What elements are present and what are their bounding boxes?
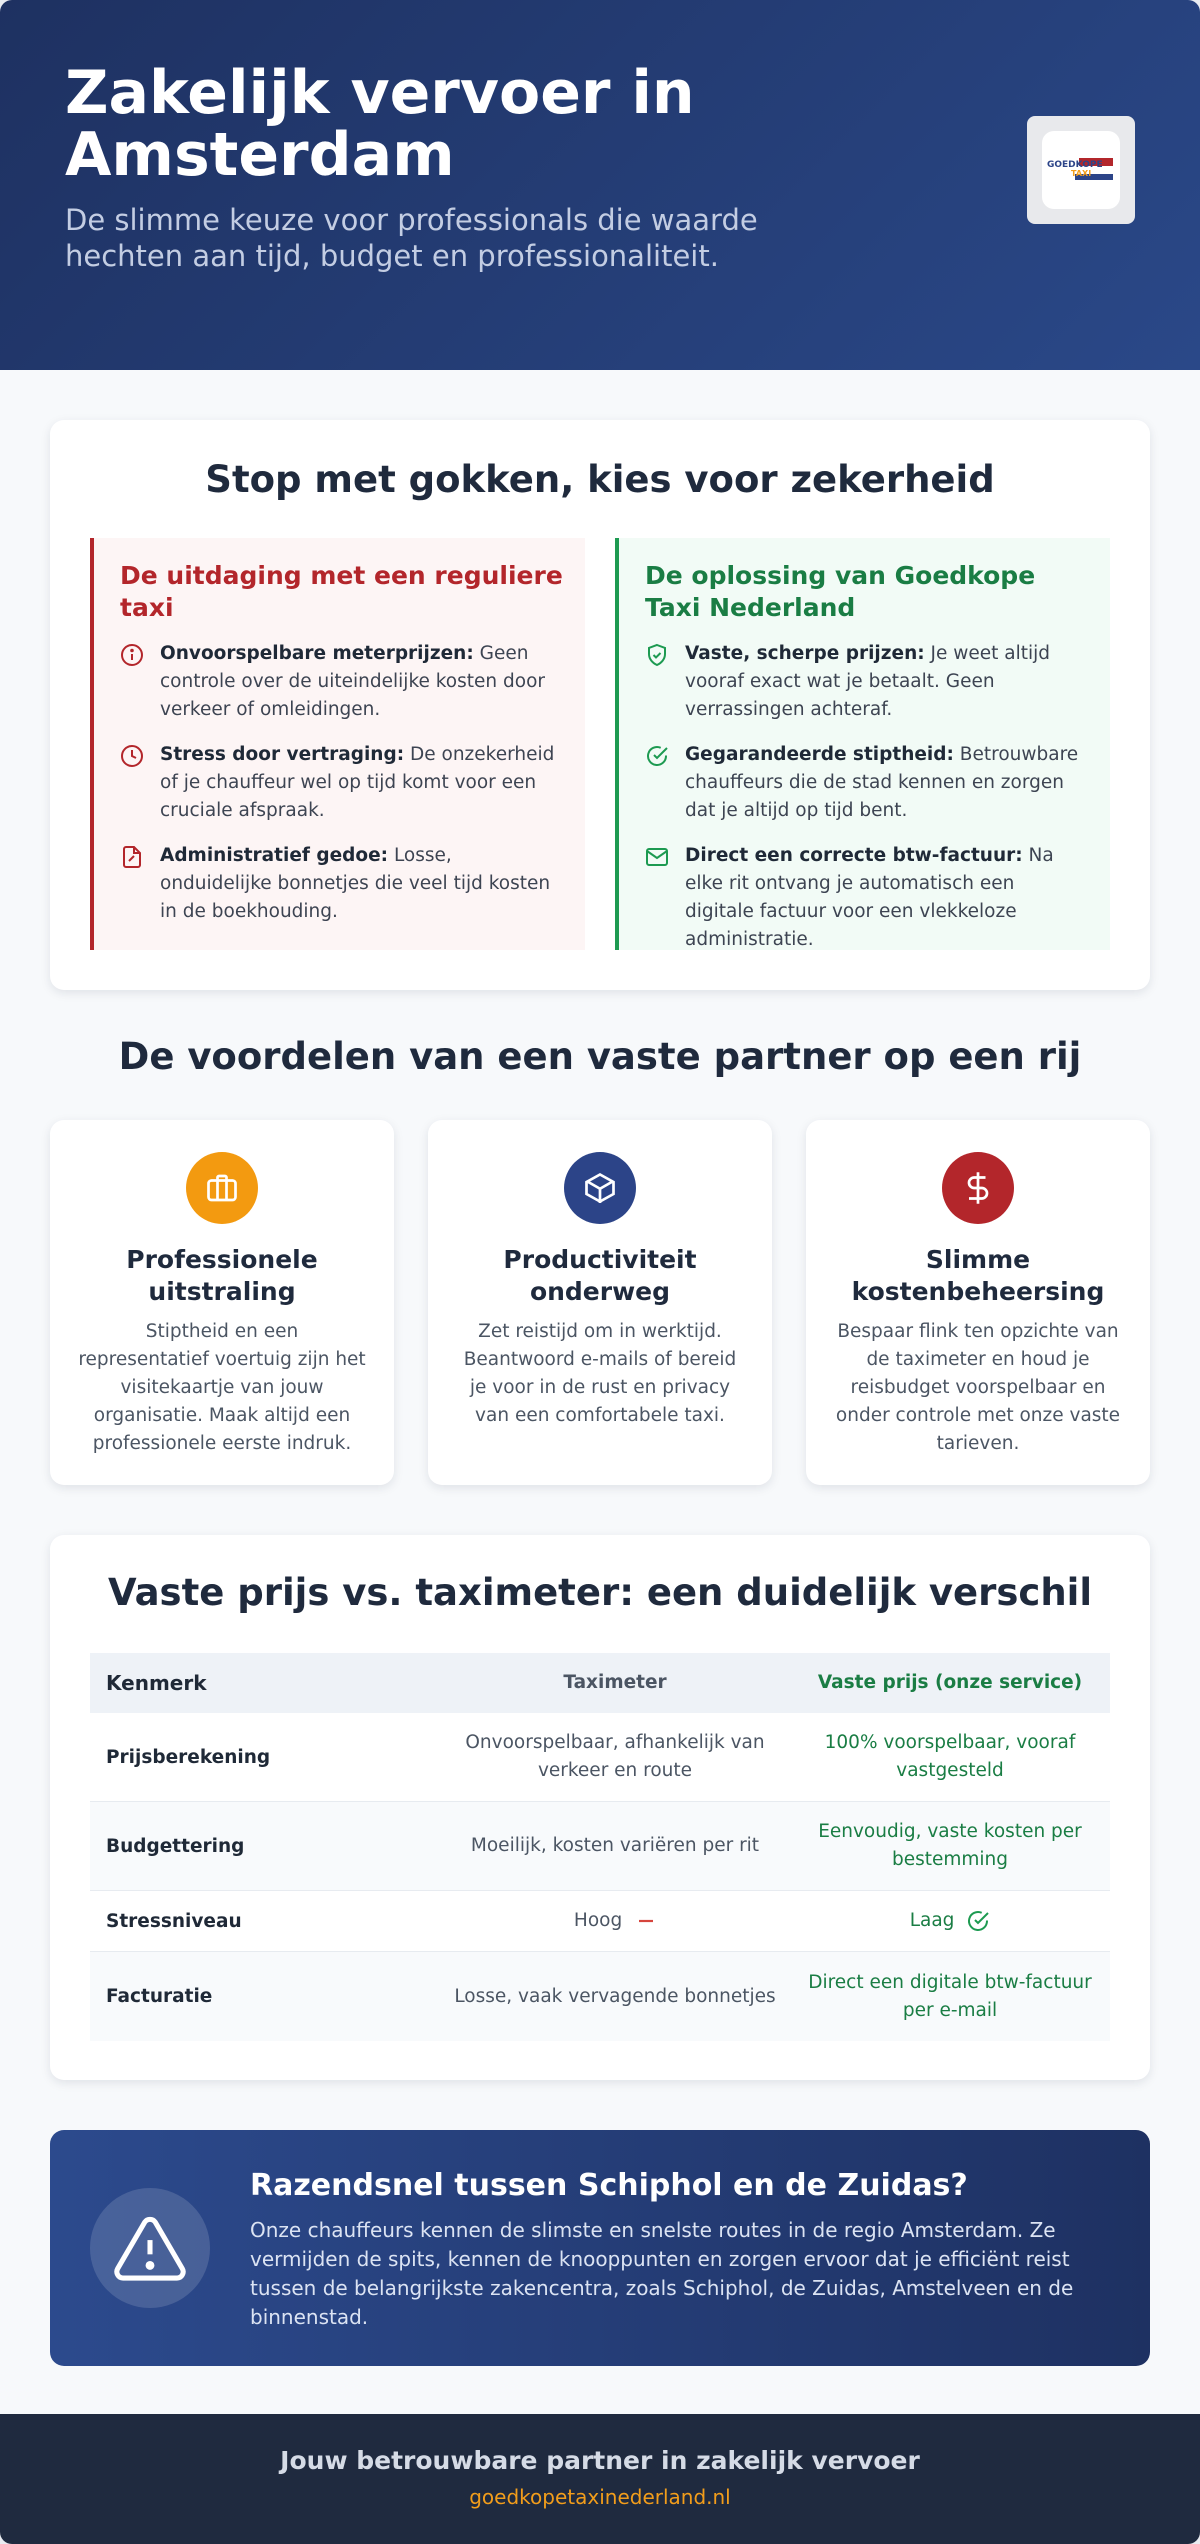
table-row xyxy=(90,1891,1110,1952)
list-item-text: Administratief gedoe: Losse, onduidelijke bonnetjes die veel tijd kosten in de boekhouding. xyxy=(160,845,551,922)
logo-inner xyxy=(1042,131,1120,209)
price-comparison-card xyxy=(50,1535,1150,2080)
taxi-logo-icon xyxy=(1045,150,1117,190)
comparison-table xyxy=(90,1653,1110,2041)
solution-column xyxy=(615,538,1110,950)
list-item-text: Vaste, scherpe prijzen: Je weet altijd vooraf exact wat je betaalt. Geen verrassingen achteraf. xyxy=(685,643,1051,720)
benefit-card xyxy=(428,1120,772,1485)
table-cell-meter: Losse, vaak vervagende bonnetjes xyxy=(454,1985,776,2007)
column-header: Kenmerk xyxy=(106,1671,207,1695)
stress-low-label: Laag xyxy=(909,1910,955,1931)
document-icon xyxy=(120,842,160,926)
list-item xyxy=(645,640,1088,724)
solution-heading: De oplossing van Goedkope Taxi Nederland xyxy=(645,561,1036,622)
table-cell-fixed: Direct een digitale btw-factuur per e-mail xyxy=(808,1971,1092,2021)
list-item xyxy=(645,842,1088,954)
shield-check-icon xyxy=(645,640,685,724)
list-item-text: Gegarandeerde stiptheid: Betrouwbare chauffeurs die de stad kennen en zorgen dat je altijd op tijd bent. xyxy=(685,744,1079,821)
table-cell-feature: Facturatie xyxy=(106,1986,213,2007)
benefit-text: Bespaar flink ten opzichte van de taximeter en houd je reisbudget voorspelbaar en onder controle met onze vaste tarieven. xyxy=(835,1321,1121,1454)
list-item xyxy=(120,741,563,825)
comparison-columns xyxy=(90,538,1110,950)
briefcase-icon xyxy=(186,1152,258,1224)
dollar-icon xyxy=(942,1152,1014,1224)
column-header: Taximeter xyxy=(563,1672,667,1693)
benefit-card xyxy=(50,1120,394,1485)
page-subtitle: De slimme keuze voor professionals die waarde hechten aan tijd, budget en professionaliteit. xyxy=(65,203,758,273)
check-circle-icon xyxy=(645,741,685,825)
table-header xyxy=(90,1653,1110,1713)
list-item xyxy=(645,741,1088,825)
footer xyxy=(0,2414,1200,2544)
table-cell-feature: Prijsberekening xyxy=(106,1746,271,1768)
list-item-text: Onvoorspelbare meterprijzen: Geen controle over de uiteindelijke kosten door verkeer of omleidingen. xyxy=(160,643,545,720)
mail-icon xyxy=(645,842,685,954)
list-item xyxy=(120,640,563,724)
table-cell-feature: Budgettering xyxy=(106,1835,245,1857)
check-circle-icon xyxy=(966,1909,990,1933)
comparison-card xyxy=(50,420,1150,990)
banner-text: Onze chauffeurs kennen de slimste en snelste routes in de regio Amsterdam. Ze vermijden de spits, kennen de knooppunten en zorgen ervoor dat je efficiënt reist tussen de belangrijkste zakencentra, zoals Schiphol, de Zuidas, Amstelveen en de binnenstad. xyxy=(250,2218,1074,2329)
table-cell-fixed xyxy=(790,1907,1110,1935)
table-row xyxy=(90,1802,1110,1891)
benefit-title: Productiviteit onderweg xyxy=(503,1245,697,1306)
list-item-text: Direct een correcte btw-factuur: Na elke rit ontvang je automatisch een digitale factuur voor een vlekkeloze administratie. xyxy=(685,845,1054,950)
logo[interactable] xyxy=(1027,116,1135,224)
warning-icon xyxy=(90,2188,210,2308)
list-item xyxy=(120,842,563,926)
challenge-column xyxy=(90,538,585,950)
logo-text-bottom: TAXI xyxy=(1071,169,1092,178)
challenge-heading: De uitdaging met een reguliere taxi xyxy=(120,561,563,622)
benefit-card xyxy=(806,1120,1150,1485)
benefit-title: Professionele uitstraling xyxy=(126,1245,318,1306)
section-title-benefits: De voordelen van een vaste partner op een rij xyxy=(118,1035,1082,1078)
table-row xyxy=(90,1713,1110,1802)
table-row xyxy=(90,1952,1110,2041)
list-item-text: Stress door vertraging: De onzekerheid of je chauffeur wel op tijd komt voor een cruciale afspraak. xyxy=(160,744,555,821)
table-cell-fixed: Eenvoudig, vaste kosten per bestemming xyxy=(818,1821,1082,1870)
route-banner xyxy=(50,2130,1150,2366)
table-cell-meter: Moeilijk, kosten variëren per rit xyxy=(470,1835,760,1856)
minus-icon xyxy=(636,1914,656,1928)
info-circle-icon xyxy=(120,640,160,724)
clock-icon xyxy=(120,741,160,825)
benefit-title: Slimme kostenbeheersing xyxy=(851,1245,1105,1306)
benefit-text: Zet reistijd om in werktijd. Beantwoord e-mails of bereid je voor in de rust en privacy van een comfortabele taxi. xyxy=(463,1321,737,1426)
page-title: Zakelijk vervoer in Amsterdam xyxy=(65,58,695,190)
banner-title: Razendsnel tussen Schiphol en de Zuidas? xyxy=(250,2168,968,2203)
hero-header xyxy=(0,0,1200,370)
table-cell-feature: Stressniveau xyxy=(106,1910,242,1932)
footer-link[interactable]: goedkopetaxinederland.nl xyxy=(469,2485,731,2509)
table-cell-fixed: 100% voorspelbaar, vooraf vastgesteld xyxy=(824,1732,1076,1781)
table-cell-meter xyxy=(440,1907,790,1935)
section-title-certainty: Stop met gokken, kies voor zekerheid xyxy=(205,458,995,501)
benefit-text: Stiptheid en een representatief voertuig zijn het visitekaartje van jouw organisatie. Maak altijd een professionele eerste indruk. xyxy=(78,1321,366,1454)
table-cell-meter: Onvoorspelbaar, afhankelijk van verkeer en route xyxy=(465,1732,765,1781)
footer-tagline: Jouw betrouwbare partner in zakelijk vervoer xyxy=(280,2446,920,2475)
stress-high-label: Hoog xyxy=(573,1910,623,1931)
box-icon xyxy=(564,1152,636,1224)
section-title-price: Vaste prijs vs. taximeter: een duidelijk verschil xyxy=(107,1571,1093,1614)
logo-text-top: GOEDKOPE xyxy=(1047,160,1103,170)
column-header: Vaste prijs (onze service) xyxy=(817,1672,1083,1693)
